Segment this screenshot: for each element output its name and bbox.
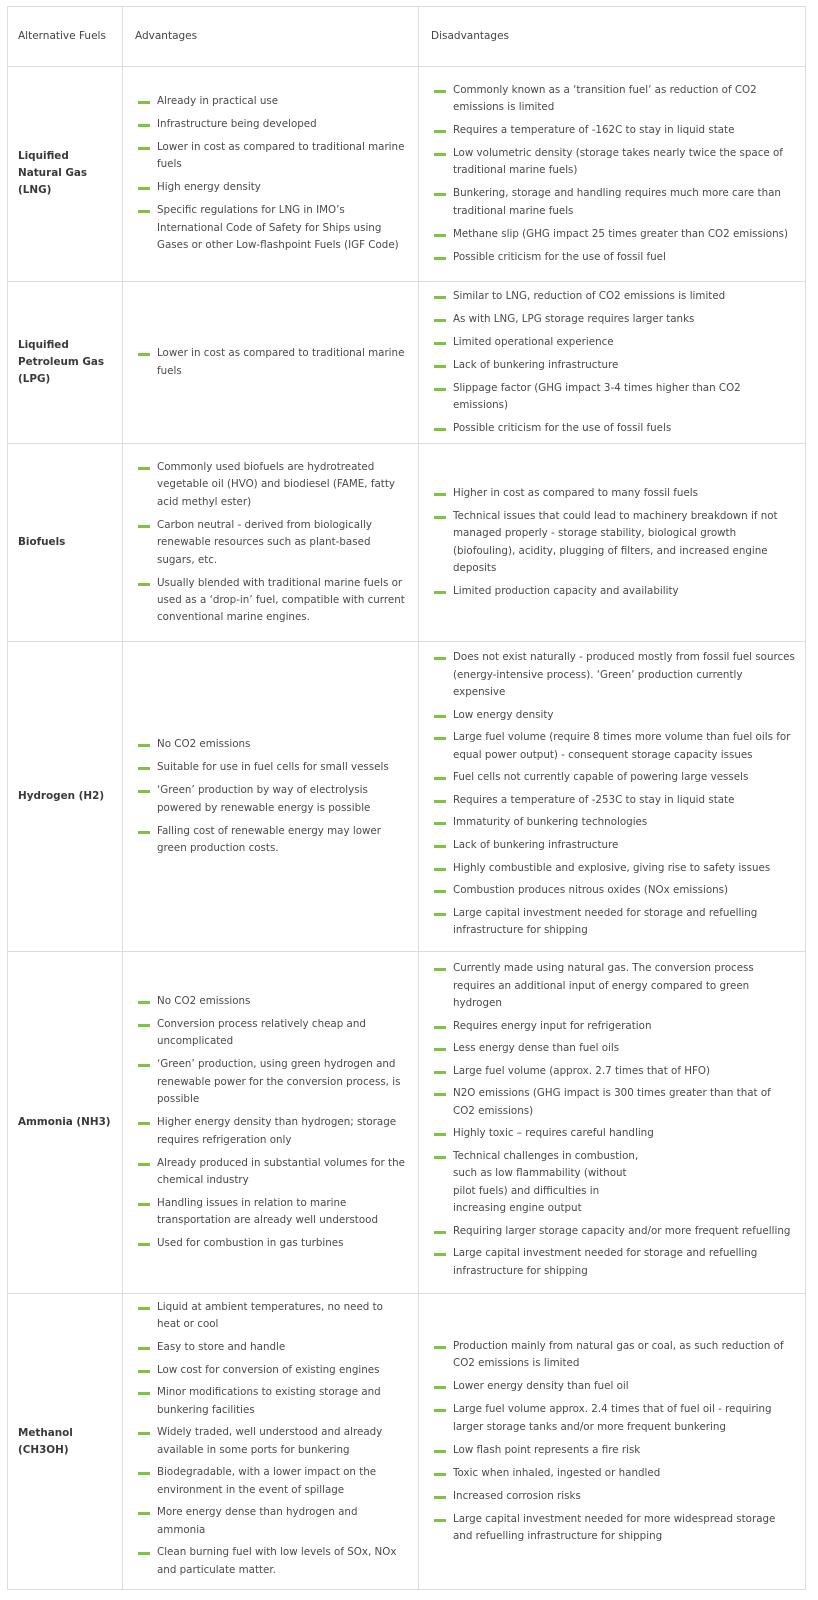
disadvantage-item: Limited production capacity and availability	[434, 583, 795, 600]
disadvantage-item: Higher in cost as compared to many fossil fuels	[434, 485, 795, 502]
advantages-cell	[123, 1294, 419, 1590]
advantage-item: Clean burning fuel with low levels of SOx, NOx and particulate matter.	[138, 1544, 408, 1579]
disadvantage-item: Combustion produces nitrous oxides (NOx emissions)	[434, 882, 795, 899]
disadvantage-item: Technical issues that could lead to machinery breakdown if not managed properly - storage stability, biological growth (biofouling), acidity, plugging of filters, and increased engine deposits	[434, 508, 795, 578]
disadvantage-item: Highly toxic – requires careful handling	[434, 1125, 795, 1142]
disadvantage-item: Limited operational experience	[434, 334, 795, 351]
advantage-item: Handling issues in relation to marine transportation are already well understood	[138, 1195, 408, 1230]
advantage-item: ‘Green’ production by way of electrolysis powered by renewable energy is possible	[138, 782, 408, 817]
advantage-item: Lower in cost as compared to traditional marine fuels	[138, 345, 408, 380]
header-disadvantages: Disadvantages	[419, 7, 806, 67]
advantage-item: No CO2 emissions	[138, 736, 408, 753]
disadvantage-item: Large capital investment needed for more widespread storage and refuelling infrastructure for shipping	[434, 1511, 795, 1546]
row-methanol	[8, 1294, 806, 1590]
advantage-item: High energy density	[138, 179, 408, 196]
advantages-list	[138, 1299, 408, 1579]
fuel-name: Methanol (CH3OH)	[8, 1294, 123, 1590]
disadvantage-item: Large fuel volume (approx. 2.7 times that of HFO)	[434, 1063, 795, 1080]
advantage-item: Specific regulations for LNG in IMO’s International Code of Safety for Ships using Gases or other Low-flashpoint Fuels (IGF Code)	[138, 202, 408, 254]
disadvantages-list	[434, 1338, 795, 1546]
row-ammonia	[8, 952, 806, 1294]
advantage-item: Infrastructure being developed	[138, 116, 408, 133]
disadvantages-list	[434, 288, 795, 438]
advantages-list	[138, 736, 408, 857]
header-advantages: Advantages	[123, 7, 419, 67]
disadvantage-item: Less energy dense than fuel oils	[434, 1040, 795, 1057]
disadvantages-cell	[419, 444, 806, 642]
row-lng	[8, 66, 806, 282]
fuel-name: Biofuels	[8, 444, 123, 642]
disadvantage-item: Requires a temperature of -253C to stay in liquid state	[434, 792, 795, 809]
disadvantages-cell	[419, 1294, 806, 1590]
fuel-name: Ammonia (NH3)	[8, 952, 123, 1294]
header-alternative-fuels: Alternative Fuels	[8, 7, 123, 67]
disadvantage-item: Increased corrosion risks	[434, 1488, 795, 1505]
disadvantage-item: Requiring larger storage capacity and/or more frequent refuelling	[434, 1223, 795, 1240]
fuel-name: Hydrogen (H2)	[8, 642, 123, 952]
disadvantages-list	[434, 649, 795, 939]
advantage-item: Higher energy density than hydrogen; storage requires refrigeration only	[138, 1114, 408, 1149]
advantage-item: Used for combustion in gas turbines	[138, 1235, 408, 1252]
advantage-item: Biodegradable, with a lower impact on the environment in the event of spillage	[138, 1464, 408, 1499]
disadvantage-item: Possible criticism for the use of fossil fuels	[434, 420, 795, 437]
advantage-item: Conversion process relatively cheap and uncomplicated	[138, 1016, 408, 1051]
disadvantage-item: Requires a temperature of -162C to stay in liquid state	[434, 122, 795, 139]
disadvantage-item: N2O emissions (GHG impact is 300 times greater than that of CO2 emissions)	[434, 1085, 795, 1120]
disadvantage-item: Does not exist naturally - produced mostly from fossil fuel sources (energy-intensive process). ‘Green’ production currently expensive	[434, 649, 795, 701]
disadvantage-item: Requires energy input for refrigeration	[434, 1018, 795, 1035]
disadvantage-item: Fuel cells not currently capable of powering large vessels	[434, 769, 795, 786]
disadvantage-item: Highly combustible and explosive, giving rise to safety issues	[434, 860, 795, 877]
disadvantage-item: Large fuel volume approx. 2.4 times that of fuel oil - requiring larger storage tanks and/or more frequent bunkering	[434, 1401, 795, 1436]
header-row	[8, 7, 806, 67]
disadvantages-cell	[419, 952, 806, 1294]
fuel-name: Liquified Petroleum Gas (LPG)	[8, 282, 123, 444]
disadvantage-item: Lack of bunkering infrastructure	[434, 357, 795, 374]
disadvantage-item: Bunkering, storage and handling requires much more care than traditional marine fuels	[434, 185, 795, 220]
disadvantage-item: Similar to LNG, reduction of CO2 emissions is limited	[434, 288, 795, 305]
advantage-item: Carbon neutral - derived from biologically renewable resources such as plant-based sugars, etc.	[138, 517, 408, 569]
advantages-cell	[123, 66, 419, 282]
row-hydrogen	[8, 642, 806, 952]
disadvantage-item: Technical challenges in combustion, such as low flammability (without pilot fuels) and difficulties in increasing engine output	[434, 1148, 795, 1218]
advantages-cell	[123, 444, 419, 642]
advantage-item: Falling cost of renewable energy may lower green production costs.	[138, 823, 408, 858]
advantage-item: Already in practical use	[138, 93, 408, 110]
disadvantage-item: Large capital investment needed for storage and refuelling infrastructure for shipping	[434, 1245, 795, 1280]
disadvantage-item: Large fuel volume (require 8 times more volume than fuel oils for equal power output) - consequent storage capacity issues	[434, 729, 795, 764]
advantage-item: Low cost for conversion of existing engines	[138, 1362, 408, 1379]
disadvantages-list	[434, 485, 795, 601]
advantages-list	[138, 459, 408, 627]
disadvantage-item: Slippage factor (GHG impact 3-4 times higher than CO2 emissions)	[434, 380, 795, 415]
disadvantage-item: As with LNG, LPG storage requires larger tanks	[434, 311, 795, 328]
disadvantage-item: Commonly known as a ‘transition fuel’ as reduction of CO2 emissions is limited	[434, 82, 795, 117]
advantage-item: Widely traded, well understood and already available in some ports for bunkering	[138, 1424, 408, 1459]
advantage-item: Easy to store and handle	[138, 1339, 408, 1356]
advantages-cell	[123, 282, 419, 444]
disadvantage-item: Large capital investment needed for storage and refuelling infrastructure for shipping	[434, 905, 795, 940]
disadvantage-item: Lack of bunkering infrastructure	[434, 837, 795, 854]
advantages-list	[138, 993, 408, 1253]
advantage-item: No CO2 emissions	[138, 993, 408, 1010]
advantages-list	[138, 345, 408, 380]
disadvantage-item: Low volumetric density (storage takes nearly twice the space of traditional marine fuels)	[434, 145, 795, 180]
advantage-item: Commonly used biofuels are hydrotreated vegetable oil (HVO) and biodiesel (FAME, fatty acid methyl ester)	[138, 459, 408, 511]
advantage-item: Liquid at ambient temperatures, no need to heat or cool	[138, 1299, 408, 1334]
disadvantages-list	[434, 960, 795, 1280]
disadvantage-item: Low energy density	[434, 707, 795, 724]
disadvantage-item: Low flash point represents a fire risk	[434, 1442, 795, 1459]
fuel-name: Liquified Natural Gas (LNG)	[8, 66, 123, 282]
disadvantages-cell	[419, 282, 806, 444]
disadvantage-item: Immaturity of bunkering technologies	[434, 814, 795, 831]
disadvantages-cell	[419, 66, 806, 282]
disadvantage-item: Methane slip (GHG impact 25 times greater than CO2 emissions)	[434, 226, 795, 243]
disadvantages-list	[434, 82, 795, 267]
advantage-item: More energy dense than hydrogen and ammonia	[138, 1504, 408, 1539]
advantage-item: Minor modifications to existing storage and bunkering facilities	[138, 1384, 408, 1419]
advantages-cell	[123, 642, 419, 952]
advantage-item: ‘Green’ production, using green hydrogen and renewable power for the conversion process, is possible	[138, 1056, 408, 1108]
disadvantage-item: Currently made using natural gas. The conversion process requires an additional input of energy compared to green hydrogen	[434, 960, 795, 1012]
disadvantage-item: Production mainly from natural gas or coal, as such reduction of CO2 emissions is limited	[434, 1338, 795, 1373]
advantage-item: Lower in cost as compared to traditional marine fuels	[138, 139, 408, 174]
disadvantage-item: Toxic when inhaled, ingested or handled	[434, 1465, 795, 1482]
advantage-item: Usually blended with traditional marine fuels or used as a ‘drop-in’ fuel, compatible with current conventional marine engines.	[138, 575, 408, 627]
row-lpg	[8, 282, 806, 444]
row-biofuels	[8, 444, 806, 642]
alternative-fuels-table	[7, 6, 806, 1590]
disadvantage-item: Possible criticism for the use of fossil fuel	[434, 249, 795, 266]
disadvantages-cell	[419, 642, 806, 952]
advantages-cell	[123, 952, 419, 1294]
advantages-list	[138, 93, 408, 255]
disadvantage-item: Lower energy density than fuel oil	[434, 1378, 795, 1395]
advantage-item: Suitable for use in fuel cells for small vessels	[138, 759, 408, 776]
advantage-item: Already produced in substantial volumes for the chemical industry	[138, 1155, 408, 1190]
